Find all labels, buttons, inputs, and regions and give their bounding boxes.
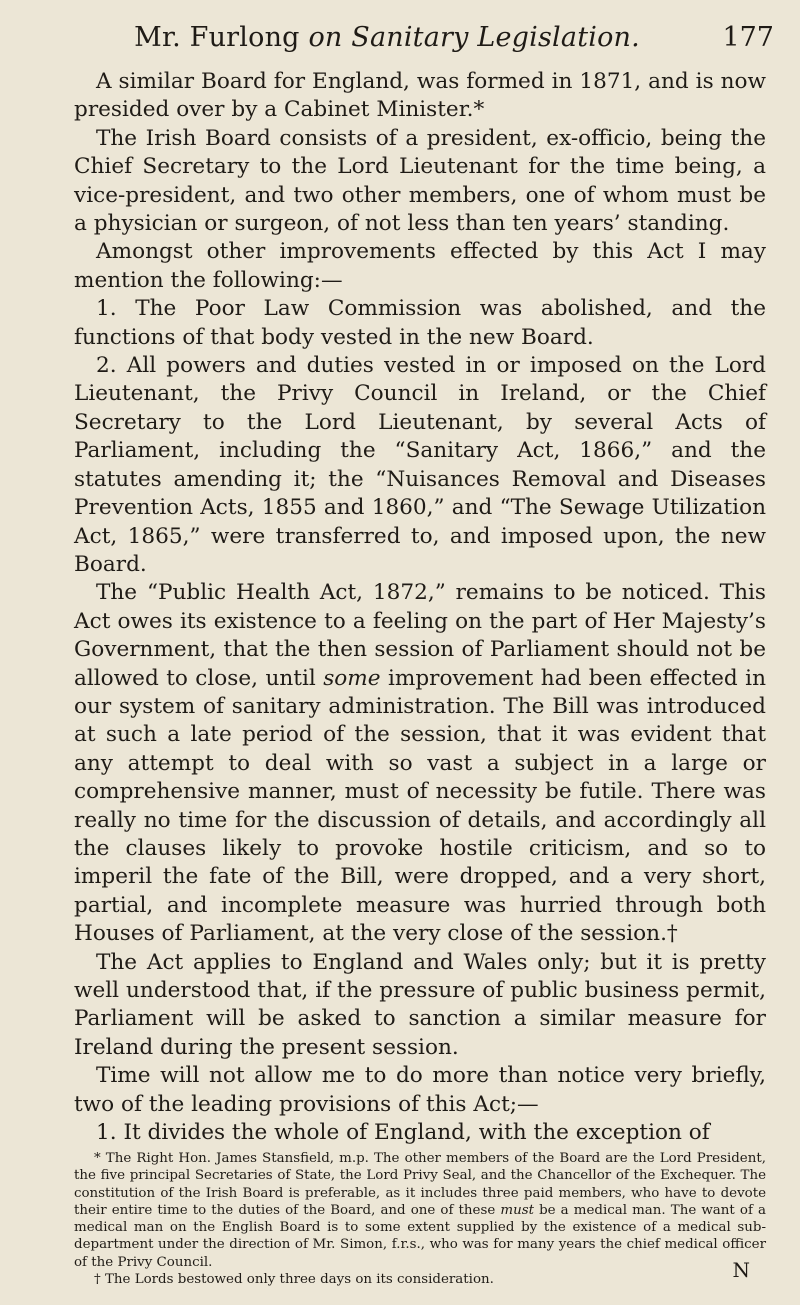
body-text (74, 68, 766, 1147)
public-health-text-a: The “Public Health Act, 1872,” remains to be noticed. This Act owes its existence to a feeling on the part of Her Majesty’s Government, that the then session of Parliament should not be allowed to close, until (74, 580, 766, 691)
paragraph-item-2: 2. All powers and duties vested in or imposed on the Lord Lieutenant, the Privy Council in Ireland, or the Chief Secretary to the Lord Lieutenant, by several Acts of Parliament, including the “Sanitary Act, 1866,” and the statutes amending it; the “Nuisances Removal and Diseases Prevention Acts, 1855 and 1860,” and “The Sewage Utilization Act, 1865,” were transferred to, and imposed upon, the new Board. (74, 353, 766, 577)
footnote-1 (74, 1150, 766, 1271)
paragraph-irish-board: The Irish Board consists of a president, ex-officio, being the Chief Secretary to the Lord Lieutenant for the time being, a vice-president, and two other members, one of whom must be a physician or surgeon, of not less than ten years’ standing. (74, 125, 766, 237)
signature-mark: N (732, 1258, 750, 1282)
footnote-1-text-b: be a medical man. The want of a medical man on the English Board is to some extent supplied by the existence of a medical sub-department under the direction of Mr. Simon, f.r.s., who was for many years the chief medical officer of the Privy Council. (74, 1202, 766, 1270)
paragraph-item-1: 1. The Poor Law Commission was abolished, and the functions of that body vested in the new Board. (74, 296, 766, 350)
paragraph-time: Time will not allow me to do more than notice very briefly, two of the leading provisions of this Act;— (74, 1063, 766, 1117)
running-title-italic: on Sanitary Legislation. (308, 22, 640, 53)
footnote-2: † The Lords bestowed only three days on its consideration. (94, 1272, 494, 1288)
footnotes (74, 1150, 766, 1288)
paragraph-improvements-intro: Amongst other improvements effected by this Act I may mention the following:— (74, 239, 766, 293)
public-health-italic: some (323, 665, 381, 691)
running-title-prefix: Mr. Furlong (134, 22, 300, 53)
paragraph-divides: 1. It divides the whole of England, with the exception of (96, 1120, 710, 1146)
footnote-1-text-a: * The Right Hon. James Stansfield, m.p. The other members of the Board are the Lord President, the five principal Secretaries of State, the Lord Privy Seal, and the Chancellor of the Exchequer. The constitution of the Irish Board is preferable, as it includes three paid members, who have to devote their entire time to the duties of the Board, and one of these (74, 1151, 766, 1218)
paragraph-england-wales: The Act applies to England and Wales only; but it is pretty well understood that, if the pressure of public business permit, Parliament will be asked to sanction a similar measure for Ireland during the present session. (74, 949, 766, 1060)
public-health-text-b: improvement had been effected in our system of sanitary administration. The Bill was introduced at such a late period of the session, that it was evident that any attempt to deal with so vast a subject in a large or comprehensive manner, must of necessity be futile. There was really no time for the discussion of details, and accordingly all the clauses likely to provoke hostile criticism, and so to imperil the fate of the Bill, were dropped, and a very short, partial, and incomplete measure was hurried through both Houses of Parliament, at the very close of the session.† (74, 665, 766, 947)
page-number: 177 (722, 22, 774, 53)
running-header (60, 22, 774, 62)
paragraph-england-board: A similar Board for England, was formed in 1871, and is now presided over by a Cabinet Minister.* (74, 69, 766, 123)
paragraph-public-health-act (74, 579, 766, 948)
footnote-1-italic: must (500, 1202, 534, 1218)
running-title (60, 22, 714, 53)
